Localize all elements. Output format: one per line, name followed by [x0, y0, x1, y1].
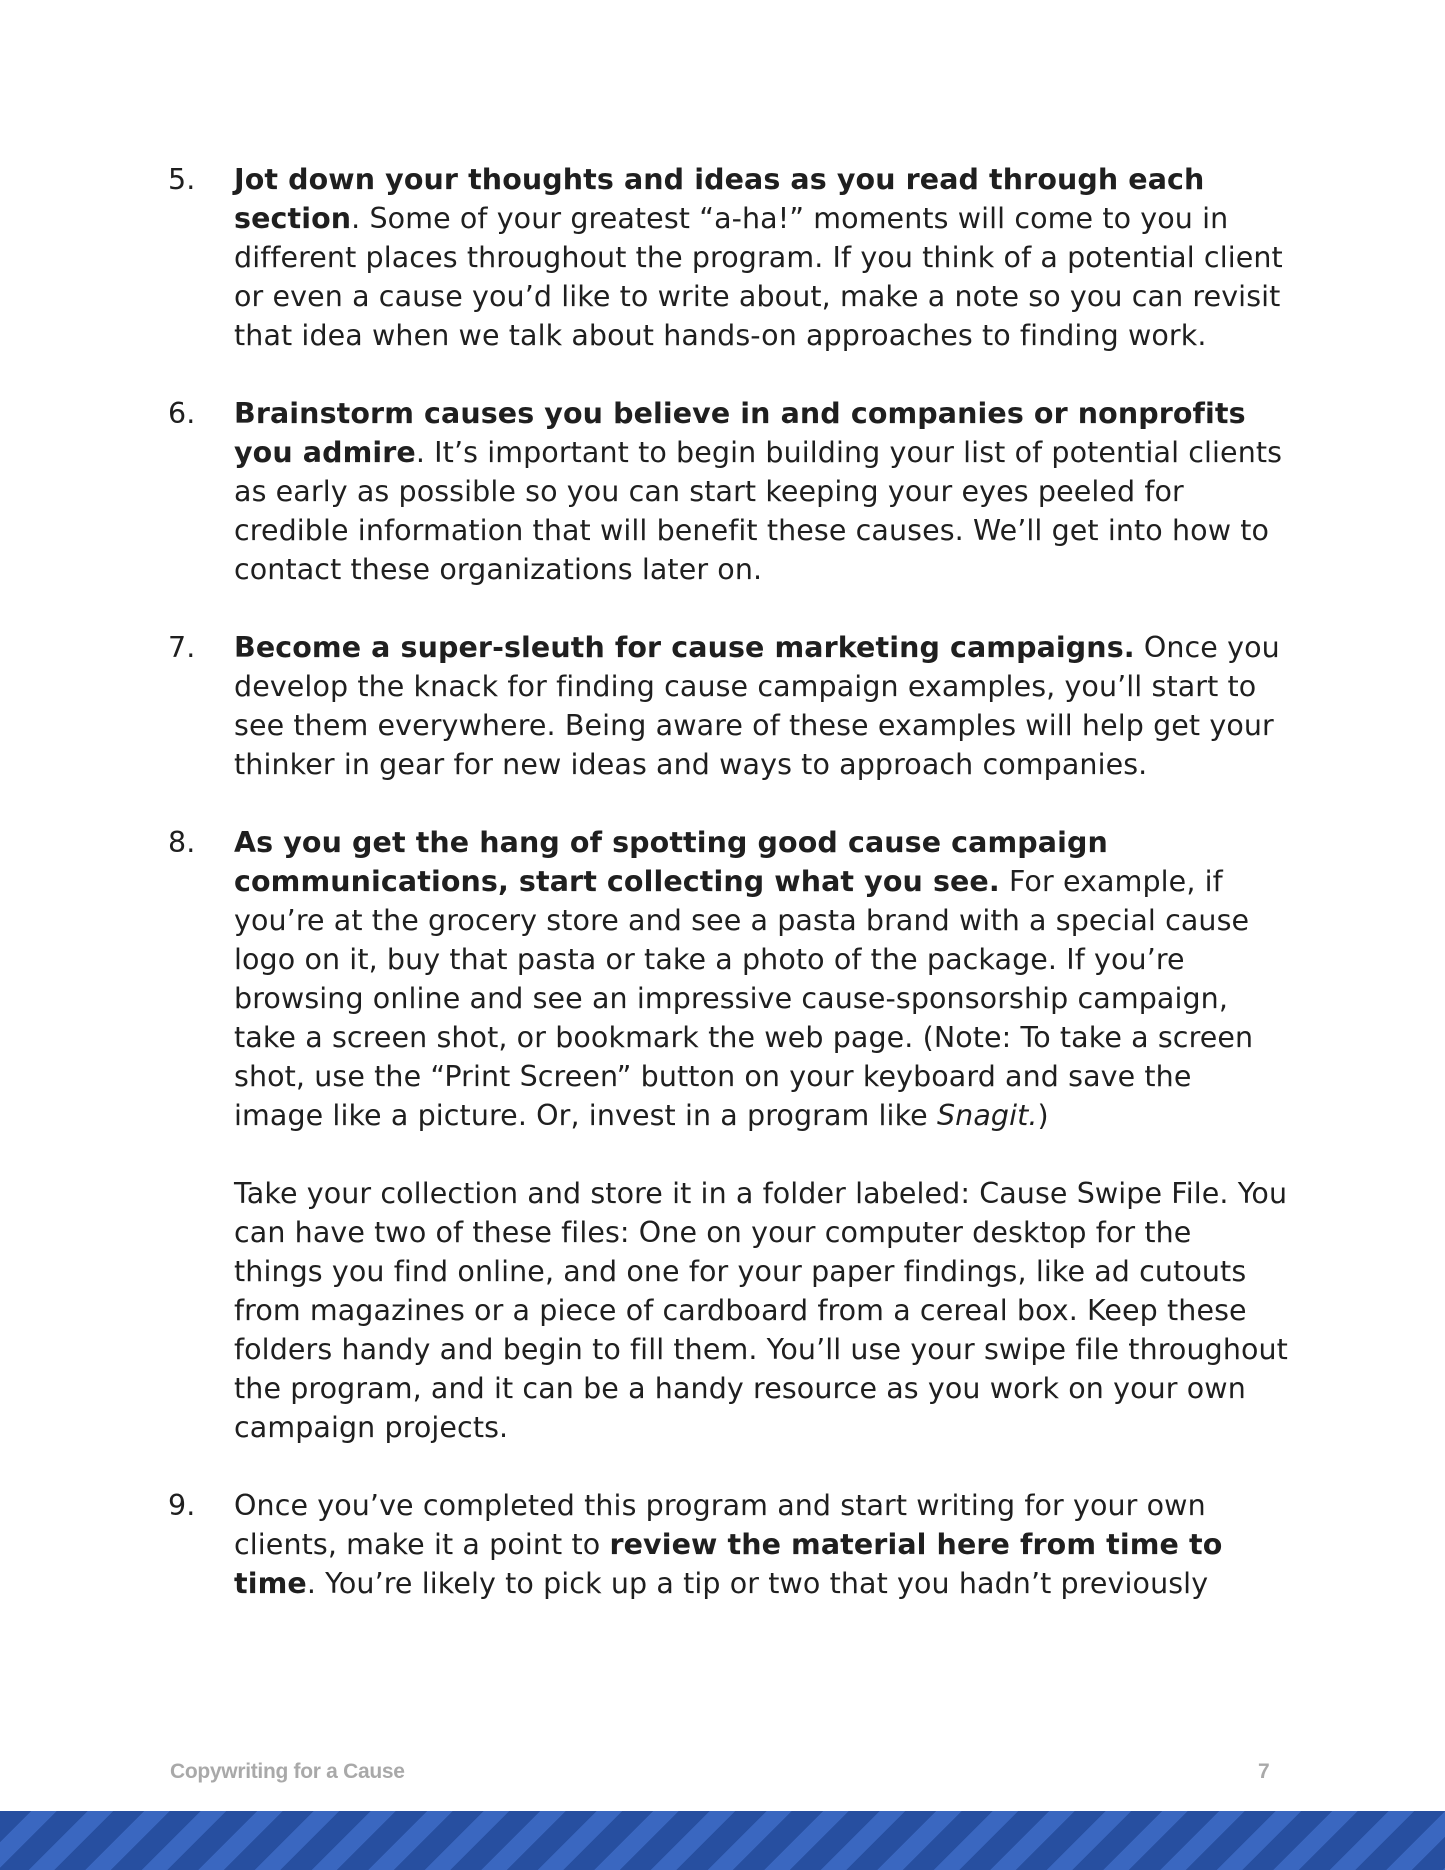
bold-lead: As you get the hang of spotting good cause campaign communications, start collecting what you see. [234, 826, 1108, 898]
paragraph [234, 1486, 1288, 1603]
bold-phrase: review the material here from time to time [234, 1528, 1223, 1600]
item-number: 8. [168, 826, 196, 859]
paragraph [234, 823, 1288, 1135]
text-run: . You’re likely to pick up a tip or two that you hadn’t previously [306, 1567, 1209, 1600]
bold-lead: Jot down your thoughts and ideas as you read through each section [234, 163, 1205, 235]
item-body [234, 1486, 1288, 1603]
bold-lead: Become a super-sleuth for cause marketing campaigns. [234, 631, 1135, 664]
list-item-5 [168, 160, 1288, 355]
item-number: 5. [168, 163, 196, 196]
bold-lead: Brainstorm causes you believe in and companies or nonprofits you admire [234, 397, 1246, 469]
item-body [234, 160, 1288, 355]
footer-title: Copywriting for a Cause [170, 1760, 405, 1783]
text-run: For example, if you’re at the grocery store and see a pasta brand with a special cause logo on it, buy that pasta or take a photo of the package. If you’re browsing online and see an impressive cause-sponsorship campaign, take a screen shot, or bookmark the web page. (Note: To take a screen shot, use the “Print Screen” button on your keyboard and save the image like a picture. Or, invest in a program like [234, 865, 1254, 1132]
paragraph [234, 1174, 1288, 1447]
paragraph [234, 394, 1288, 589]
numbered-list [168, 160, 1288, 1603]
item-number: 6. [168, 397, 196, 430]
list-item-7 [168, 628, 1288, 784]
text-run: ) [1037, 1099, 1049, 1132]
item-number: 9. [168, 1489, 196, 1522]
paragraph [234, 160, 1288, 355]
text-run: . It’s important to begin building your list of potential clients as early as possible so you can start keeping your eyes peeled for credible information that will benefit these causes. We’ll get into how to contact these organizations later on. [234, 436, 1283, 586]
footer-stripe-bar [0, 1811, 1445, 1870]
text-run: Take your collection and store it in a folder labeled: Cause Swipe File. You can have two of these files: One on your computer desktop for the things you find online, and one for your paper findings, like ad cutouts from magazines or a piece of cardboard from a cereal box. Keep these folders handy and begin to fill them. You’ll use your swipe file throughout the program, and it can be a handy resource as you work on your own campaign projects. [234, 1177, 1288, 1444]
item-number: 7. [168, 631, 196, 664]
text-run: . Some of your greatest “a-ha!” moments will come to you in different places throughout the program. If you think of a potential client or even a cause you’d like to write about, make a note so you can revisit that idea when we talk about hands-on approaches to finding work. [234, 202, 1283, 352]
text-run: Once you’ve completed this program and start writing for your own clients, make it a point to [234, 1489, 1206, 1561]
item-body [234, 394, 1288, 589]
paragraph [234, 628, 1288, 784]
list-item-6 [168, 394, 1288, 589]
item-body [234, 628, 1288, 784]
italic-program-name: Snagit. [936, 1099, 1038, 1132]
item-body [234, 823, 1288, 1447]
page-number: 7 [1258, 1760, 1270, 1783]
text-run: Once you develop the knack for finding cause campaign examples, you’ll start to see them everywhere. Being aware of these examples will help get your thinker in gear for new ideas and ways to approach companies. [234, 631, 1280, 781]
list-item-9 [168, 1486, 1288, 1603]
list-item-8 [168, 823, 1288, 1447]
